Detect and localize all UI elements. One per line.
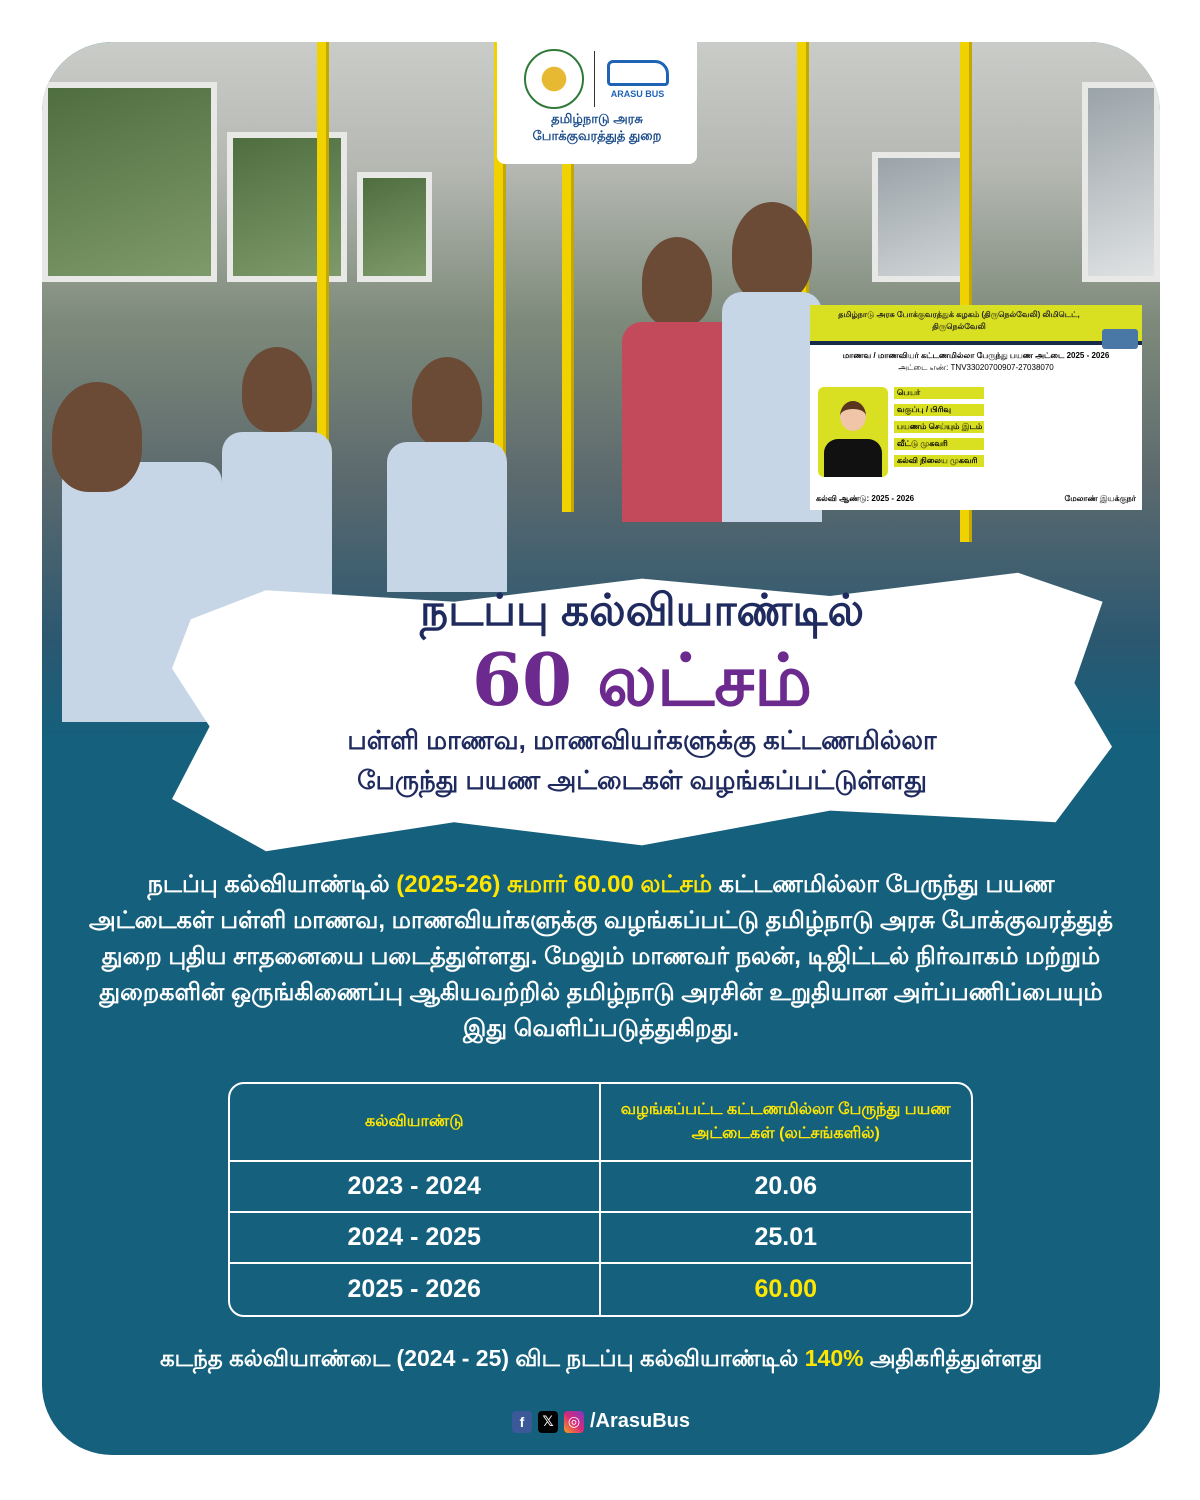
bus-pass-card xyxy=(810,305,1142,510)
card-field: வீட்டு முகவரி xyxy=(894,438,984,450)
social-links xyxy=(42,1410,1160,1433)
headline: நடப்பு கல்வியாண்டில் 60 லட்சம் பள்ளி மாணவ, மாணவியர்களுக்கு கட்டணமில்லா பேருந்து பயண அட்டைகள் வழங்கப்பட்டுள்ளது xyxy=(347,586,937,795)
card-year: கல்வி ஆண்டு: 2025 - 2026 xyxy=(816,494,915,503)
poster xyxy=(42,42,1160,1455)
card-field: பயணம் செய்யும் இடம் xyxy=(894,421,984,433)
card-title: மாணவ / மாணவியர் கட்டணமில்லா பேருந்து பயண அட்டை 2025 - 2026 xyxy=(842,351,1110,360)
tamil-nadu-emblem-icon xyxy=(524,49,584,109)
bus-icon xyxy=(1102,329,1138,349)
instagram-icon[interactable]: ◎ xyxy=(564,1411,584,1433)
x-icon[interactable]: 𝕏 xyxy=(538,1411,558,1433)
table-row: 2024 - 2025 25.01 xyxy=(230,1213,971,1264)
card-header: தமிழ்நாடு அரசு போக்குவரத்துக் கழகம் (திருநெல்வேலி) லிமிடெட், திருநெல்வேலி xyxy=(810,305,1142,345)
logo-block xyxy=(497,42,697,164)
description-paragraph: நடப்பு கல்வியாண்டில் (2025-26) சுமார் 60.00 லட்சம் கட்டணமில்லா பேருந்து பயண அட்டைகள் பள்ளி மாணவ, மாணவியர்களுக்கு வழங்கப்பட்டு தமிழ்நாடு அரசு போக்குவரத்துத் துறை புதிய சாதனையை படைத்துள்ளது. மேலும் மாணவர் நலன், டிஜிட்டல் நிர்வாகம் மற்றும் துறைகளின் ஒருங்கிணைப்பு ஆகியவற்றில் தமிழ்நாடு அரசின் உறுதியான அர்ப்பணிப்பையும் இது வெளிப்படுத்துகிறது. xyxy=(89,871,1113,1042)
bus-pass-table xyxy=(228,1082,973,1317)
avatar-icon xyxy=(818,387,888,477)
card-field: வகுப்பு / பிரிவு xyxy=(894,404,984,416)
card-field: பெயர் xyxy=(894,387,984,399)
card-signatory: மேலாண் இயக்குநர் xyxy=(1064,494,1136,503)
column-header-year: கல்வியாண்டு xyxy=(230,1084,601,1162)
table-row: 2023 - 2024 20.06 xyxy=(230,1162,971,1213)
column-header-passes: வழங்கப்பட்ட கட்டணமில்லா பேருந்து பயண அட்டைகள் (லட்சங்களில்) xyxy=(601,1084,972,1162)
department-name-line1: தமிழ்நாடு அரசு xyxy=(551,111,643,126)
facebook-icon[interactable]: f xyxy=(512,1411,532,1433)
growth-summary: கடந்த கல்வியாண்டை (2024 - 25) விட நடப்பு கல்வியாண்டில் 140% அதிகரித்துள்ளது xyxy=(159,1345,1043,1371)
social-handle[interactable]: /ArasuBus xyxy=(589,1410,691,1432)
card-number: அட்டை எண்: TNV33020700907-27038070 xyxy=(898,363,1054,372)
card-field: கல்வி நிலைய முகவரி xyxy=(894,455,984,467)
department-name-line2: போக்குவரத்துத் துறை xyxy=(532,128,662,143)
arasu-bus-logo-icon: ARASU BUS xyxy=(605,60,671,99)
table-row: 2025 - 2026 60.00 xyxy=(230,1264,971,1315)
